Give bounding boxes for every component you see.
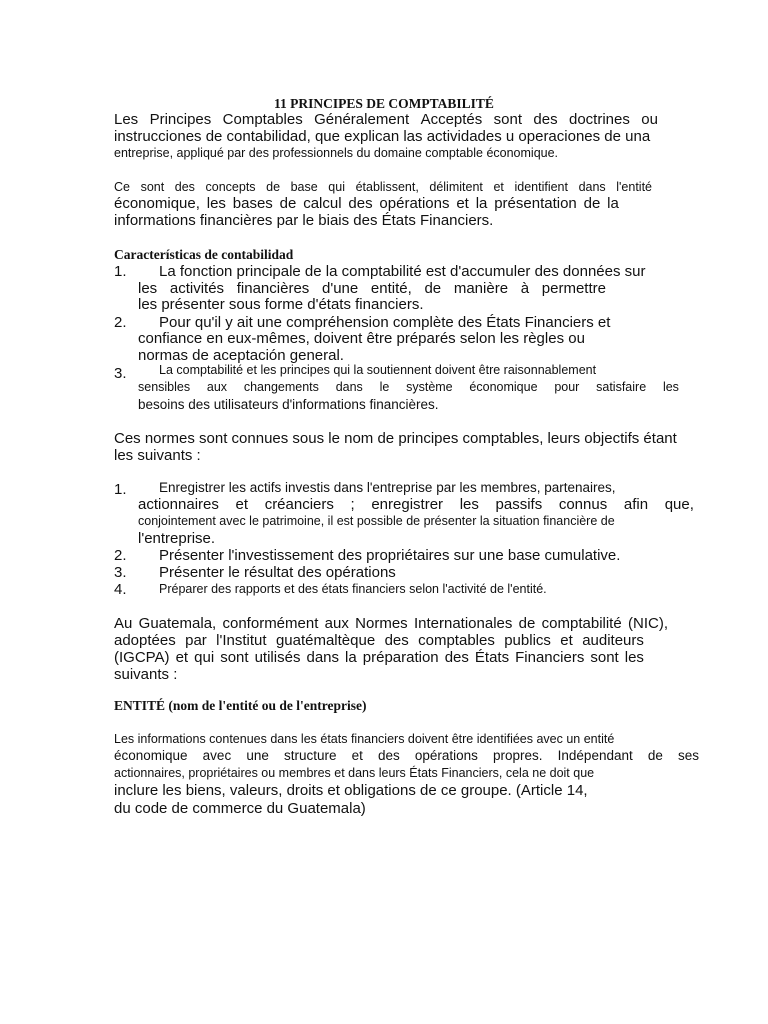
word: sensibles xyxy=(138,380,191,394)
entity-heading: ENTITÉ (nom de l'entité ou de l'entreprise) xyxy=(114,698,367,713)
word: actionnaires xyxy=(138,496,219,513)
intro-p1-line-3: entreprise, appliqué par des professionnels du domaine comptable économique. xyxy=(114,146,559,160)
word: structure xyxy=(283,748,337,763)
word: avec xyxy=(202,748,232,763)
word: permettre xyxy=(541,280,606,297)
intro-p2-line-2 xyxy=(114,196,619,211)
word: identifient xyxy=(514,180,568,194)
word: Comptables xyxy=(222,111,303,128)
word: changements xyxy=(243,380,319,394)
objectives-intro-line-2: les suivants : xyxy=(114,447,201,464)
guatemala-line-4: suivants : xyxy=(114,666,178,683)
obj-item-1-line-4: l'entreprise. xyxy=(138,530,216,547)
word: préparation xyxy=(362,649,439,666)
word: les xyxy=(138,280,158,297)
word: calcul xyxy=(303,195,342,212)
word: Indépendant xyxy=(557,748,633,763)
word: conformément xyxy=(222,615,319,632)
word: sont xyxy=(590,649,619,666)
obj-item-3-line-1: Présenter le résultat des opérations xyxy=(159,564,396,581)
word: créanciers xyxy=(264,496,334,513)
word: de xyxy=(266,180,281,194)
char-item-1-number: 1. xyxy=(114,263,127,280)
entity-line-2 xyxy=(114,749,699,763)
word: par xyxy=(185,632,207,649)
word: comptables xyxy=(418,632,495,649)
obj-item-4-number: 4. xyxy=(114,581,127,598)
char-item-3-number: 3. xyxy=(114,365,127,382)
guatemala-line-3 xyxy=(114,650,644,665)
obj-item-1-line-3: conjointement avec le patrimoine, il est possible de présenter la situation financière de xyxy=(138,514,615,528)
word: établissent, xyxy=(355,180,419,194)
word: sont xyxy=(493,111,523,128)
word: propres. xyxy=(493,748,543,763)
word: l'Institut xyxy=(216,632,267,649)
word: des xyxy=(377,748,400,763)
char-item-3-line-1: La comptabilité et les principes qui la soutiennent doivent être raisonnablement xyxy=(159,363,597,377)
word: sont xyxy=(220,649,249,666)
word: Guatemala, xyxy=(138,615,217,632)
word: économique xyxy=(114,748,188,763)
word: économique, xyxy=(114,195,200,212)
obj-item-3-number: 3. xyxy=(114,564,127,581)
word: de xyxy=(424,280,442,297)
word: opérations xyxy=(414,748,478,763)
word: économique xyxy=(469,380,538,394)
word: dans xyxy=(335,380,363,394)
word: les xyxy=(459,496,479,513)
word: l'entité xyxy=(616,180,652,194)
word: ses xyxy=(677,748,699,763)
obj-item-1-line-2 xyxy=(138,497,694,512)
word: et xyxy=(456,195,469,212)
word: et xyxy=(493,180,504,194)
word: activités xyxy=(169,280,225,297)
obj-item-2-line-1: Présenter l'investissement des propriétaires sur une base cumulative. xyxy=(159,547,621,564)
word: des xyxy=(444,649,469,666)
word: Acceptés xyxy=(420,111,483,128)
word: sont xyxy=(140,180,165,194)
word: la xyxy=(345,649,357,666)
word: de xyxy=(583,195,601,212)
word: et xyxy=(560,632,573,649)
word: les xyxy=(206,195,226,212)
obj-item-1-number: 1. xyxy=(114,481,127,498)
word: le xyxy=(379,380,390,394)
word: la xyxy=(607,195,619,212)
word: des xyxy=(348,195,373,212)
word: les xyxy=(624,649,644,666)
word: et xyxy=(235,496,249,513)
word: à xyxy=(520,280,530,297)
characteristics-heading: Características de contabilidad xyxy=(114,247,294,262)
document-title: 11 PRINCIPES DE COMPTABILITÉ xyxy=(274,96,494,111)
word: États xyxy=(474,649,510,666)
word: (IGCPA) xyxy=(114,649,170,666)
word: présentation xyxy=(494,195,577,212)
obj-item-2-number: 2. xyxy=(114,547,127,564)
word: que, xyxy=(664,496,694,513)
char-item-1-line-1: La fonction principale de la comptabilité est d'accumuler des données sur xyxy=(159,263,646,280)
char-item-1-line-2 xyxy=(138,281,606,296)
word: concepts xyxy=(205,180,256,194)
word: Les xyxy=(114,111,139,128)
word: auditeurs xyxy=(582,632,644,649)
word: les xyxy=(662,380,679,394)
char-item-2-line-2: confiance en eux-mêmes, doivent être préparés selon les règles ou xyxy=(138,330,585,347)
word: et xyxy=(351,748,363,763)
word: des xyxy=(384,632,409,649)
word: de xyxy=(518,615,536,632)
word: Généralement xyxy=(314,111,410,128)
word: qui xyxy=(328,180,345,194)
word: d'une xyxy=(321,280,359,297)
intro-p2-line-3: informations financières par le biais des États Financiers. xyxy=(114,212,494,229)
word: entité, xyxy=(370,280,412,297)
word: Financiers xyxy=(515,649,585,666)
obj-item-1-line-1: Enregistrer les actifs investis dans l'entreprise par les membres, partenaires, xyxy=(159,480,616,495)
intro-p1-line-1 xyxy=(114,112,658,127)
word: guatémaltèque xyxy=(275,632,376,649)
word: des xyxy=(174,180,195,194)
word: afin xyxy=(623,496,649,513)
word: adoptées xyxy=(114,632,176,649)
word: connus xyxy=(558,496,608,513)
word: aux xyxy=(206,380,228,394)
obj-item-4-line-1: Préparer des rapports et des états financiers selon l'activité de l'entité. xyxy=(159,582,547,596)
word: aux xyxy=(324,615,349,632)
guatemala-line-2 xyxy=(114,633,644,648)
word: qui xyxy=(194,649,215,666)
word: opérations xyxy=(379,195,450,212)
word: manière xyxy=(453,280,509,297)
char-item-2-number: 2. xyxy=(114,314,127,331)
intro-p1-line-2: instrucciones de contabilidad, que explican las actividades u operaciones de una xyxy=(114,128,651,145)
word: passifs xyxy=(495,496,543,513)
word: Principes xyxy=(149,111,212,128)
word: ; xyxy=(350,496,355,513)
word: satisfaire xyxy=(596,380,647,394)
objectives-intro-line-1: Ces normes sont connues sous le nom de principes comptables, leurs objectifs étant xyxy=(114,430,677,447)
word: enregistrer xyxy=(371,496,444,513)
entity-line-1: Les informations contenues dans les états financiers doivent être identifiées avec un entité xyxy=(114,732,615,746)
word: une xyxy=(246,748,269,763)
intro-p2-line-1 xyxy=(114,181,652,194)
entity-line-4: inclure les biens, valeurs, droits et obligations de ce groupe. (Article 14, xyxy=(114,782,588,799)
word: de xyxy=(647,748,663,763)
word: délimitent xyxy=(429,180,483,194)
word: des xyxy=(533,111,558,128)
guatemala-line-1 xyxy=(114,616,668,631)
word: utilisés xyxy=(254,649,301,666)
entity-line-5: du code de commerce du Guatemala) xyxy=(114,800,366,817)
word: base xyxy=(290,180,318,194)
word: doctrines xyxy=(568,111,630,128)
char-item-3-line-3: besoins des utilisateurs d'informations financières. xyxy=(138,397,439,412)
char-item-2-line-1: Pour qu'il y ait une compréhension complète des États Financiers et xyxy=(159,314,611,331)
word: système xyxy=(406,380,453,394)
word: comptabilité xyxy=(541,615,622,632)
entity-line-3: actionnaires, propriétaires ou membres et dans leurs États Financiers, cela ne doit que xyxy=(114,766,595,780)
word: pour xyxy=(554,380,580,394)
word: dans xyxy=(306,649,340,666)
word: Normes xyxy=(355,615,408,632)
word: et xyxy=(175,649,189,666)
word: publics xyxy=(504,632,551,649)
word: ou xyxy=(641,111,658,128)
word: Internationales xyxy=(413,615,513,632)
word: de xyxy=(279,195,297,212)
word: (NIC), xyxy=(628,615,668,632)
char-item-1-line-3: les présenter sous forme d'états financiers. xyxy=(138,296,424,313)
word: bases xyxy=(232,195,273,212)
char-item-3-line-2 xyxy=(138,381,679,394)
word: Au xyxy=(114,615,133,632)
word: la xyxy=(475,195,488,212)
word: Ce xyxy=(114,180,130,194)
char-item-2-line-3: normas de aceptación general. xyxy=(138,347,344,364)
word: financières xyxy=(236,280,310,297)
word: dans xyxy=(578,180,606,194)
